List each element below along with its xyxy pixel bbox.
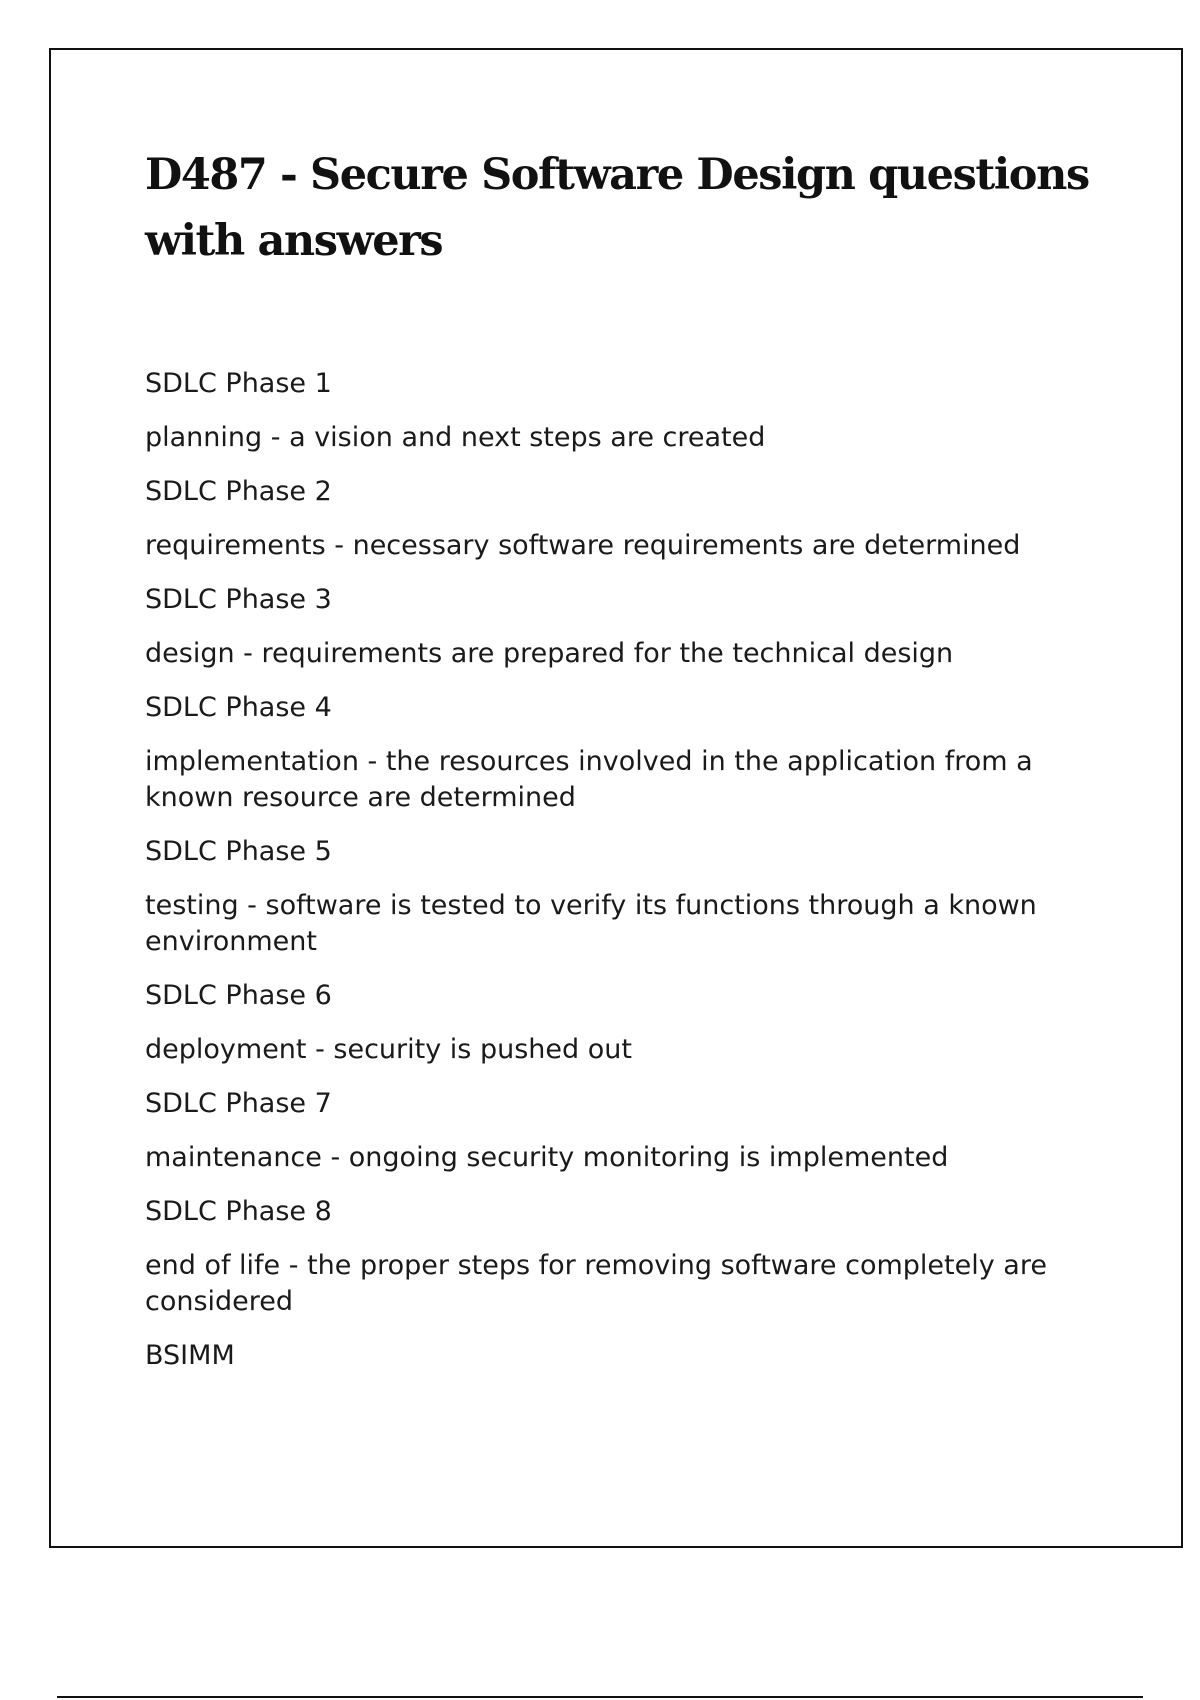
- answer-line: deployment - security is pushed out: [145, 1034, 632, 1065]
- document-title: D487 - Secure Software Design questions with answers: [145, 150, 1089, 266]
- question-line: SDLC Phase 2: [145, 476, 332, 507]
- question-line: SDLC Phase 4: [145, 692, 332, 723]
- answer-line: implementation - the resources involved in the application from a known resource are determined: [145, 746, 1033, 813]
- question-line: SDLC Phase 6: [145, 980, 332, 1011]
- answer-line: requirements - necessary software requirements are determined: [145, 530, 1021, 561]
- question-line: SDLC Phase 8: [145, 1196, 332, 1227]
- question-line: SDLC Phase 5: [145, 836, 332, 867]
- question-line: SDLC Phase 7: [145, 1088, 332, 1119]
- answer-line: end of life - the proper steps for removing software completely are considered: [145, 1250, 1047, 1317]
- answer-line: maintenance - ongoing security monitoring is implemented: [145, 1142, 949, 1173]
- qa-list: [145, 366, 1095, 1392]
- answer-line: planning - a vision and next steps are created: [145, 422, 766, 453]
- question-line: SDLC Phase 3: [145, 584, 332, 615]
- footer-rule: [57, 1696, 1143, 1698]
- question-line: SDLC Phase 1: [145, 368, 332, 399]
- answer-line: design - requirements are prepared for the technical design: [145, 638, 954, 669]
- question-line: BSIMM: [145, 1340, 235, 1371]
- answer-line: testing - software is tested to verify its functions through a known environment: [145, 890, 1037, 957]
